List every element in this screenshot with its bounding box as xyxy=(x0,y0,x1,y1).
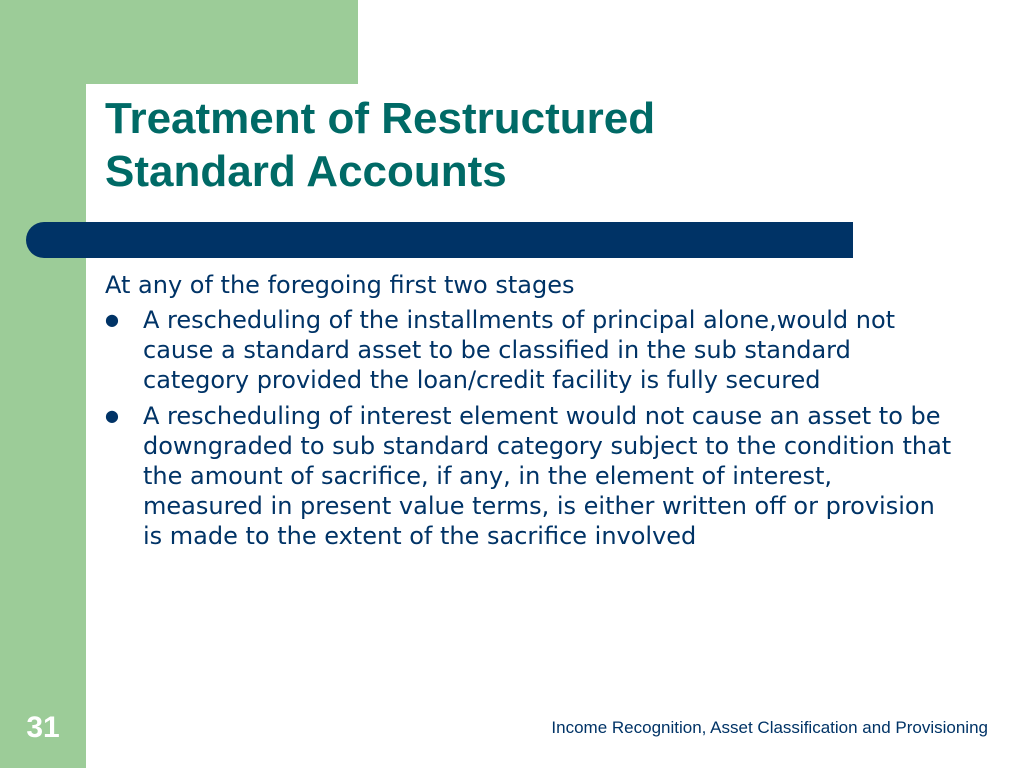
slide-number: 31 xyxy=(26,711,60,744)
bullet-text: A rescheduling of the installments of principal alone,would not cause a standard asset to be classified in the sub standard category provided the loan/credit facility is fully secured xyxy=(143,306,896,394)
intro-text: At any of the foregoing first two stages xyxy=(105,271,575,299)
bullet-item xyxy=(105,305,955,395)
bullet-list xyxy=(105,305,955,551)
slide-title xyxy=(105,92,905,198)
left-accent-bar xyxy=(0,0,86,768)
bullet-item xyxy=(105,401,955,551)
title-divider-bar xyxy=(26,222,853,258)
bullet-dot-icon: ● xyxy=(105,310,119,329)
slide-title-line-2: Standard Accounts xyxy=(105,147,507,196)
slide-title-line-1: Treatment of Restructured xyxy=(105,94,656,143)
footer-text: Income Recognition, Asset Classification and Provisioning xyxy=(551,718,988,737)
bullet-dot-icon: ● xyxy=(105,406,119,425)
slide-body xyxy=(105,270,955,557)
top-accent-block xyxy=(0,0,358,84)
bullet-text: A rescheduling of interest element would not cause an asset to be downgraded to sub standard category subject to the condition that the amount of sacrifice, if any, in the element of interest, measured in present value terms, is either written off or provision is made to the extent of the sacrifice involved xyxy=(143,402,952,550)
